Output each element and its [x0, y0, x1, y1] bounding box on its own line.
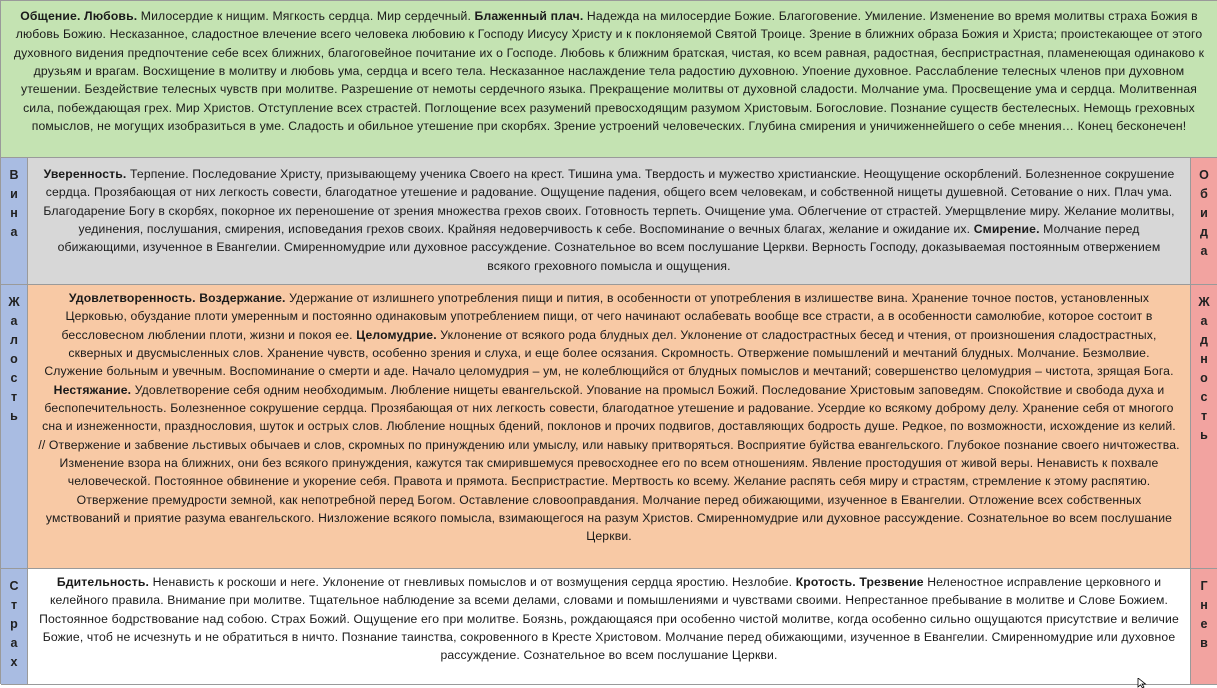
vertical-label-letter: х — [10, 655, 18, 669]
confidence-text — [28, 158, 1190, 275]
text-run: Удержание от излишнего употребления пищи и пития, в особенности от употребления в излишестве вина. Хранение точное постов, установленных Церковью, обуздание плоти умеренным и постоянно одинаковым употреблением пищи, от чего начинают ослабевать вообще все страсти, а в особенности самолюбие, которое состоит в бессловесном люблении плоти, жизни и покоя ее. — [61, 291, 1153, 342]
row-love — [1, 1, 1217, 158]
heading-term: Уверенность. — [43, 167, 127, 181]
vertical-label-text — [1200, 577, 1208, 653]
vertical-label-letter: а — [10, 636, 18, 650]
heading-term: Целомудрие. — [356, 327, 437, 342]
vertical-label-letter: б — [1200, 187, 1208, 201]
heading-term: Удовлетворенность. Воздержание. — [68, 291, 286, 305]
heading-term: Смирение. — [973, 222, 1040, 237]
vertical-label-letter: а — [1200, 314, 1208, 328]
vigilance-cell — [28, 569, 1191, 685]
text-run: Милосердие к нищим. Мягкость сердца. Мир сердечный. — [137, 9, 475, 23]
right-label-anger — [1191, 569, 1217, 685]
vertical-label-text — [8, 293, 19, 426]
text-run: Надежда на милосердие Божие. Благоговение. Умиление. Изменение во время молитвы страха Божия в любовь Божию. Несказанное, сладостное влечение всего человека любовию к Господу Иисусу Христу и к поклоняемой Святой Троице. Зрение в ближних образа Божия и Христа; проистекающее от этого духовного видения предпочтение себе всех ближних, благоговейное почитание их о Господе. Любовь к ближним братская, чистая, ко всем равная, радостная, беспристрастная, пламенеющая одинаково к друзьям и врагам. Восхищение в молитву и любовь ума, сердца и всего тела. Несказанное наслаждение тела радостию духовною. Упоение духовное. Расслабление телесных членов при духовном утешении. Бездействие телесных чувств при молитве. Разрешение от немоты сердечного языка. Прекращение молитвы от духовной сладости. Молчание ума. Просвещение ума и сердца. Молитвенная сила, побеждающая грех. Мир Христов. Отступление всех страстей. Поглощение всех разумений превосходящим разумом Христовым. Богословие. Познание существ бестелесных. Немощь греховных помыслов, не могущих изобразиться в уме. Сладость и обильное утешение при скорбях. Зрение устроений человеческих. Глубина смирения и уничиженнейшего о себе мнения… Конец бесконечен! — [13, 9, 1205, 134]
vertical-label-letter: н — [1200, 598, 1208, 612]
vertical-label-letter: р — [10, 617, 18, 631]
heading-term: Бдительность. — [56, 575, 150, 589]
vigilance-text — [28, 569, 1190, 665]
heading-term: Нестяжание. — [53, 382, 132, 397]
row-confidence — [1, 158, 1217, 285]
heading-term: Блаженный плач. — [474, 9, 584, 23]
vertical-label-letter: Ж — [8, 295, 20, 309]
vertical-label-letter: о — [10, 352, 18, 366]
vertical-label-text — [9, 166, 18, 242]
satisfaction-cell — [28, 285, 1191, 569]
text-run: Ненависть к роскоши и неге. Уклонение от гневливых помыслов и от возмущения сердца яростию. Незлобие. — [149, 575, 796, 589]
love-cell — [1, 1, 1217, 158]
vertical-label-letter: а — [1200, 244, 1208, 258]
text-run: Терпение. Последование Христу, призывающему ученика Своего на крест. Тишина ума. Твердость и мужество христианские. Неощущение оскорблений. Болезненное сокрушение сердца. Прозябающая от них легкость совести, благодатное утешение и радование. Ощущение падения, общего всем человекам, и собственной нищеты душевной. Сетование о них. Плач ума. Благодарение Богу в скорбях, покорное их переношение от зрения множества грехов своих. Готовность терпеть. Очищение ума. Облегчение от страстей. Умерщвление миру. Желание молитвы, уединения, послушания, смирения, исповедания грехов своих. Крайняя недоверчивость к себе. Воспоминание о вечных благах, желание и ожидание их. — [43, 167, 1175, 237]
heading-term: Кротость. Трезвение — [795, 575, 924, 589]
vertical-label-letter: о — [1200, 371, 1208, 385]
vertical-label-letter: ь — [1200, 428, 1208, 442]
text-run: Удовлетворение себя одним необходимым. Любление нищеты евангельской. Упование на промысл Божий. Последование Христовым заповедям. Спокойствие и свобода духа и беспопечительность. Болезненное сокрушение сердца. Прозябающая от них легкость совести, благодатное утешение и радование. Усердие ко всякому доброму делу. Хранение себя от многого сна и изнеженности, празднословия, шуток и острых слов. Любление нощных бдений, поклонов и прочих подвигов, доставляющих бодрость душе. Редкое, по возможности, исхождение из келий. // Отвержение и забвение льстивых обычаев и слов, скромных по принуждению или умыслу, или навыку притворяться. Восприятие буйства евангельского. Глубокое познание своего ничтожества. Изменение взора на ближних, они без всякого принуждения, кажутся так смирившемуся превосходнее его по всем отношениям. Явление простодушия от живой веры. Ненависть к похвале человеческой. Постоянное обвинение и укорение себя. Правота и прямота. Беспристрастие. Мертвость ко всему. Желание распять себя миру и страстям, стремление к этому распятию. Отвержение премудрости земной, как непотребной перед Богом. Оставление словооправдания. Молчание перед обижающими, изученное в Евангелии. Отложение всех собственных умствований и приятие разума евангельского. Низложение всякого помысла, взимающегося на разум Христов. Смиренномудрие или духовное рассуждение. Сознательное во всем послушание Церкви. — [38, 382, 1180, 544]
vertical-label-letter: ь — [10, 409, 18, 423]
vertical-label-letter: д — [1200, 333, 1208, 347]
vertical-label-letter: т — [1200, 409, 1208, 423]
vertical-label-letter: с — [10, 371, 18, 385]
left-label-guilt — [1, 158, 28, 285]
heading-term: Общение. Любовь. — [20, 9, 138, 23]
row-vigilance — [1, 569, 1217, 685]
mouse-cursor-icon — [1137, 678, 1149, 688]
text-run: Молчание перед обижающими, изученное в Евангелии. Смиренномудрие или духовное рассуждение. Сознательное во всем послушание Церкви. Верность Господу, доказываемая постоянным отвержением всякого греховного помысла и ощущения. — [57, 222, 1161, 273]
vertical-label-letter: О — [1199, 168, 1209, 182]
vertical-label-letter: и — [1200, 206, 1208, 220]
vertical-label-text — [9, 577, 18, 672]
vertical-label-letter: в — [1200, 636, 1208, 650]
vertical-label-letter: Ж — [1198, 295, 1210, 309]
vertical-label-letter: н — [10, 206, 18, 220]
row-satisfaction — [1, 285, 1217, 569]
vertical-label-letter: В — [9, 168, 19, 182]
vertical-label-letter: д — [1200, 225, 1208, 239]
love-text — [1, 1, 1217, 135]
vertical-label-letter: т — [10, 390, 18, 404]
right-label-resentment — [1191, 158, 1217, 285]
vertical-label-letter: а — [10, 225, 18, 239]
satisfaction-text — [28, 285, 1190, 546]
vertical-label-letter: С — [9, 579, 19, 593]
vertical-label-letter: е — [1200, 617, 1208, 631]
vertical-label-text — [1199, 166, 1209, 261]
text-run: Неленостное исправление церковного и келейного правила. Внимание при молитве. Тщательное наблюдение за всеми делами, словами и помышлениями и чувствами своими. Непрестанное пребывание в молитве и Слове Божием. Постоянное бодрствование над собою. Страх Божий. Ощущение его при молитве. Боязнь, рождающаяся при особенно чистой молитве, когда особенно сильно ощущаются присутствие и величие Божие, чтоб не исчезнуть и не обратиться в ничто. Познание таинства, сокровенного в Кресте Христовом. Молчание перед обижающими, изученное в Евангелии. Смиренномудрие или духовное рассуждение. Сознательное во всем послушание Церкви. — [39, 575, 1179, 663]
vertical-label-letter: н — [1200, 352, 1208, 366]
left-label-pity — [1, 285, 28, 569]
left-label-fear — [1, 569, 28, 685]
vertical-label-letter: Г — [1200, 579, 1208, 593]
vertical-label-letter: с — [1200, 390, 1208, 404]
vertical-label-text — [1198, 293, 1209, 445]
vertical-label-letter: т — [10, 598, 18, 612]
vertical-label-letter: л — [10, 333, 18, 347]
right-label-greed — [1191, 285, 1217, 569]
vertical-label-letter: а — [10, 314, 18, 328]
confidence-cell — [28, 158, 1191, 285]
text-run: Уклонение от всякого рода блудных дел. Уклонение от сладострастных бесед и чтения, от произношения сладострастных, скверных и двусмысленных слов. Хранение чувств, особенно зрения и слуха, и еще более осязания. Скромность. Отвержение помышлений и мечтаний блудных. Молчание. Безмолвие. Служение больным и увечным. Воспоминание о смерти и аде. Начало целомудрия – ум, не колеблющийся от блудных помыслов и мечтаний; совершенство целомудрия – чистота, зрящая Бога. — [44, 327, 1174, 379]
vertical-label-letter: и — [10, 187, 18, 201]
